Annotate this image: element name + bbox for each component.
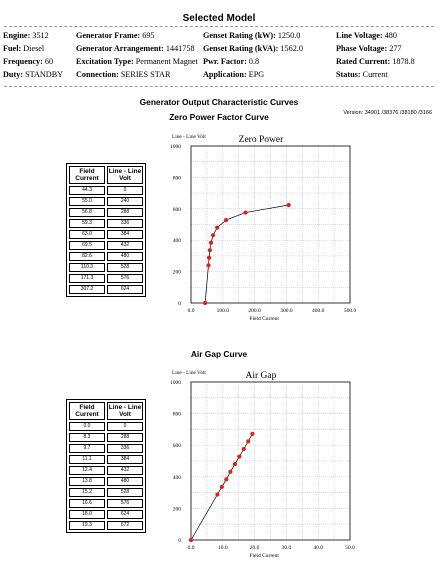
- data-point: [287, 203, 291, 207]
- data-point: [207, 256, 211, 260]
- spec-label: Connection:: [76, 70, 119, 79]
- spec-label: Fuel:: [3, 44, 22, 53]
- table-cell: 0.0: [69, 422, 105, 431]
- spec-label: Status:: [336, 70, 361, 79]
- data-point: [215, 492, 219, 496]
- y-axis-label: Line - Line Volt: [172, 370, 206, 376]
- x-tick-label: 500.0: [343, 308, 357, 314]
- table-cell: 288: [107, 433, 143, 442]
- table-cell: 44.3: [69, 186, 105, 195]
- table-cell: 56.8: [69, 208, 105, 217]
- chart-title: Air Gap: [245, 371, 277, 381]
- y-tick-label: 0: [178, 301, 181, 307]
- x-tick-label: 30.0: [281, 545, 292, 551]
- y-axis-label: Line - Line Volt: [172, 134, 206, 140]
- chart-heading-zero-power: Zero Power Factor Curve: [169, 112, 269, 122]
- table-cell: 384: [107, 230, 143, 239]
- table-cell: 0: [107, 422, 143, 431]
- data-point: [203, 301, 207, 305]
- spec-value: 277: [387, 44, 402, 53]
- x-tick-label: 400.0: [312, 308, 325, 314]
- data-point: [189, 538, 193, 542]
- data-point: [224, 218, 228, 222]
- table-cell: 576: [107, 499, 143, 508]
- spec-label: Duty:: [3, 70, 24, 79]
- y-tick-label: 600: [172, 206, 181, 213]
- chart-heading-air-gap: Air Gap Curve: [190, 349, 248, 359]
- table-cell: 624: [107, 510, 143, 519]
- spec-value: Diesel: [21, 44, 45, 53]
- spec-label: Phase Voltage:: [336, 44, 388, 53]
- y-tick-label: 1000: [170, 144, 181, 150]
- spec-label: Rated Current:: [336, 57, 391, 66]
- y-tick-label: 800: [172, 175, 181, 182]
- chart-title: Zero Power: [238, 135, 284, 145]
- table-cell: 336: [107, 219, 143, 228]
- table-cell: 110.3: [69, 263, 105, 272]
- table-cell: 384: [107, 455, 143, 464]
- data-point: [209, 241, 213, 245]
- x-tick-label: 10.0: [217, 545, 228, 551]
- table-cell: 0: [107, 186, 143, 195]
- table-header: Line - Line Volt: [108, 168, 142, 182]
- y-tick-label: 200: [172, 506, 181, 513]
- spec-value: 1250.0: [275, 31, 301, 40]
- table-cell: 69.5: [69, 241, 105, 250]
- y-tick-label: 0: [178, 538, 181, 544]
- x-tick-label: 0.0: [187, 308, 195, 314]
- data-point: [215, 226, 219, 230]
- table-cell: 432: [107, 241, 143, 250]
- table-cell: 432: [107, 466, 143, 475]
- section-title: Generator Output Characteristic Curves: [139, 97, 299, 107]
- table-cell: 63.0: [69, 230, 105, 239]
- table-cell: 171.3: [69, 274, 105, 283]
- data-point: [224, 477, 228, 481]
- x-tick-label: 0.0: [187, 545, 195, 551]
- table-cell: 528: [107, 488, 143, 497]
- table-cell: 336: [107, 444, 143, 453]
- data-point: [242, 447, 246, 451]
- spec-label: Application:: [203, 70, 247, 79]
- spec-value: Permanent Magnet: [133, 57, 198, 66]
- data-point: [220, 485, 224, 489]
- spec-label: Generator Arrangement:: [76, 44, 164, 53]
- x-axis-label: Field Current: [249, 553, 279, 559]
- page-title: Selected Model: [182, 13, 256, 24]
- table-cell: 672: [107, 521, 143, 530]
- table-cell: 624: [107, 285, 143, 294]
- spec-value: 480: [382, 31, 397, 40]
- data-point: [246, 439, 250, 443]
- y-tick-label: 600: [172, 443, 181, 450]
- table-cell: 12.4: [69, 466, 105, 475]
- table-header: Field Current: [69, 166, 105, 184]
- spec-label: Excitation Type:: [76, 57, 134, 66]
- data-point: [237, 454, 241, 458]
- spec-value: SERIES STAR: [118, 70, 171, 79]
- spec-value: EPG: [246, 70, 265, 79]
- table-cell: 16.6: [69, 499, 105, 508]
- spec-value: 60: [42, 57, 54, 66]
- x-tick-label: 20.0: [249, 545, 260, 551]
- x-tick-label: 300.0: [280, 308, 293, 314]
- table-cell: 8.3: [69, 433, 105, 442]
- table-cell: 307.2: [69, 285, 105, 294]
- version-text: Version: 34901 /38376 /38180 /3166: [343, 110, 432, 116]
- y-tick-label: 1000: [170, 380, 181, 386]
- x-tick-label: 200.0: [248, 308, 261, 314]
- spec-value: Current: [360, 70, 388, 79]
- table-cell: 9.7: [69, 444, 105, 453]
- table-cell: 528: [107, 263, 143, 272]
- data-point: [250, 432, 254, 436]
- table-cell: 19.3: [69, 521, 105, 530]
- table-cell: 15.2: [69, 488, 105, 497]
- y-tick-label: 800: [172, 411, 181, 418]
- spec-value: STANDBY: [23, 70, 64, 79]
- spec-label: Frequency:: [3, 57, 43, 66]
- table-cell: 240: [107, 197, 143, 206]
- table-cell: 18.0: [69, 510, 105, 519]
- series-line: [205, 205, 289, 303]
- data-point: [206, 263, 210, 267]
- table-cell: 576: [107, 274, 143, 283]
- table-header: Field Current: [69, 402, 105, 420]
- spec-value: 0.8: [246, 57, 260, 66]
- y-tick-label: 200: [172, 269, 181, 276]
- table-cell: 288: [107, 208, 143, 217]
- table-cell: 13.8: [69, 477, 105, 486]
- table-cell: 11.1: [69, 455, 105, 464]
- spec-value: 1441758: [163, 44, 195, 53]
- spec-label: Generator Frame:: [76, 31, 141, 40]
- spec-value: 3512: [30, 31, 49, 40]
- spec-label: Line Voltage:: [336, 31, 383, 40]
- table-cell: 55.0: [69, 197, 105, 206]
- x-tick-label: 100.0: [216, 308, 229, 314]
- spec-label: Pwr. Factor:: [203, 57, 247, 66]
- spec-label: Genset Rating (kVA):: [203, 44, 279, 53]
- table-header: Line - Line Volt: [108, 404, 142, 418]
- spec-value: 695: [140, 31, 155, 40]
- spec-value: 1562.0: [278, 44, 303, 53]
- spec-value: 1878.8: [390, 57, 415, 66]
- data-point: [228, 470, 232, 474]
- table-cell: 480: [107, 252, 143, 261]
- x-tick-label: 40.0: [313, 545, 324, 551]
- table-cell: 480: [107, 477, 143, 486]
- y-tick-label: 400: [172, 238, 181, 245]
- spec-label: Genset Rating (kW):: [203, 31, 276, 40]
- data-point: [211, 233, 215, 237]
- spec-label: Engine:: [3, 31, 31, 40]
- data-point: [208, 248, 212, 252]
- x-axis-label: Field Current: [249, 316, 279, 322]
- table-cell: 82.6: [69, 252, 105, 261]
- data-point: [243, 210, 247, 214]
- table-cell: 59.3: [69, 219, 105, 228]
- y-tick-label: 400: [172, 474, 181, 481]
- x-tick-label: 50.0: [345, 545, 355, 551]
- data-point: [233, 462, 237, 466]
